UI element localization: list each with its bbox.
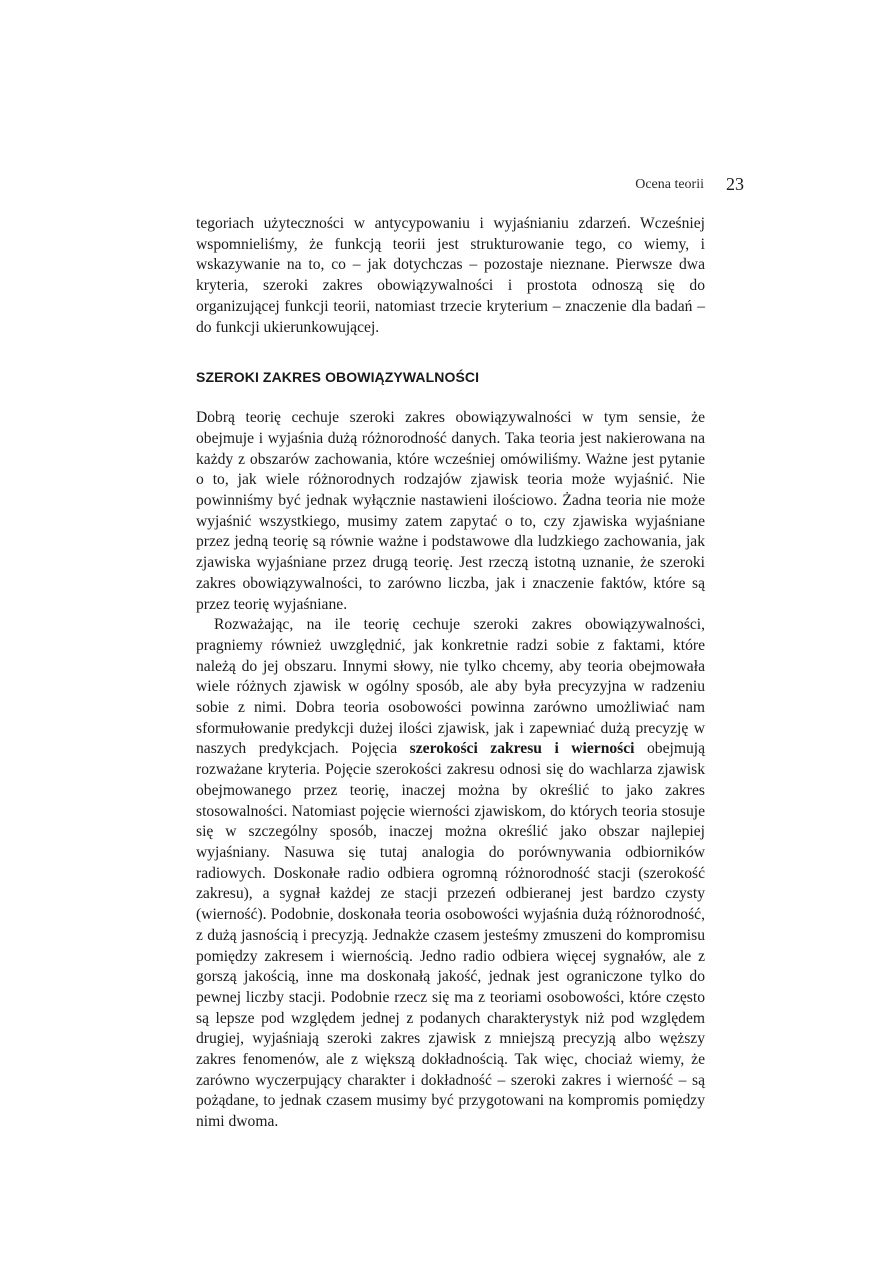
page-number: 23 xyxy=(726,174,744,194)
running-head xyxy=(196,175,744,197)
section-heading: SZEROKI ZAKRES OBOWIĄZYWALNOŚCI xyxy=(196,369,480,386)
section-paragraph-1: Dobrą teorię cechuje szeroki zakres obowiązywalności w tym sensie, że obejmuje i wyjaśnia dużą różnorodność danych. Taka teoria jest nakierowana na każdy z obszarów zachowania, które wcześniej omówiliśmy. Ważne jest pytanie o to, jak wiele różnorodnych rodzajów zjawisk teoria może wyjaśnić. Nie powinniśmy być jednak wyłącznie nastawieni ilościowo. Żadna teoria nie może wyjaśnić wszystkiego, musimy zatem zapytać o to, czy zjawiska wyjaśniane przez jedną teorię są równie ważne i podstawowe dla ludzkiego zachowania, jak zjawiska wyjaśniane przez drugą teorię. Jest rzeczą istotną uznanie, że szeroki zakres obowiązywalności, to zarówno liczba, jak i znaczenie faktów, które są przez teorię wyjaśniane. xyxy=(196,409,705,613)
paragraph-2-text-before: Rozważając, na ile teorię cechuje szeroki zakres obowiązywalności, pragniemy również uwzględnić, jak konkretnie radzi sobie z faktami, które należą do jej obszaru. Innymi słowy, nie tylko chcemy, aby teoria obejmowała wiele różnych zjawisk w ogólny sposób, ale aby była precyzyjna w radzeniu sobie z nimi. Dobra teoria osobowości powinna zarówno umożliwiać nam sformułowanie predykcji dużej ilości zjawisk, jak i zapewniać dużą precyzję w naszych predykcjach. Pojęcia xyxy=(196,616,705,758)
running-title: Ocena teorii xyxy=(635,177,704,192)
paragraph-2-text-after: obejmują rozważane kryteria. Pojęcie szerokości zakresu odnosi się do wachlarza zjawisk obejmowanego przez teorię, inaczej można by określić to jako zakres stosowalności. Natomiast pojęcie wierności zjawiskom, do których teoria stosuje się w szczególny sposób, inaczej można określić jako obszar najlepiej wyjaśniany. Nasuwa się tutaj analogia do porównywania odbiorników radiowych. Doskonałe radio odbiera ogromną różnorodność stacji (szerokość zakresu), a sygnał każdej ze stacji przezeń odbieranej jest bardzo czysty (wierność). Podobnie, doskonała teoria osobowości wyjaśnia dużą różnorodność, z dużą jasnością i precyzją. Jednakże czasem jesteśmy zmuszeni do kompromisu pomiędzy zakresem i wiernością. Jedno radio odbiera więcej sygnałów, ale z gorszą jakością, inne ma doskonałą jakość, jednak jest ograniczone tylko do pewnej liczby stacji. Podobnie rzecz się ma z teoriami osobowości, które często są lepsze pod względem jednej z podanych charakterystyk niż pod względem drugiej, wyjaśniają szeroki zakres zjawisk z mniejszą precyzją albo węższy zakres fenomenów, ale z większą dokładnością. Tak więc, chociaż wiemy, że zarówno wyczerpujący charakter i dokładność – szeroki zakres i wierność – są pożądane, to jednak czasem musimy być przygotowani na kompromis pomiędzy nimi dwoma. xyxy=(196,740,706,1131)
term-fidelity: wierności xyxy=(571,740,635,758)
intro-paragraph: tegoriach użyteczności w antycypowaniu i wyjaśnianiu zdarzeń. Wcześniej wspomnieliśmy, że funkcją teorii jest strukturowanie tego, co wiemy, i wskazywanie na to, co – jak dotychczas – pozostaje nieznane. Pierwsze dwa kryteria, szeroki zakres obowiązywalności i prostota odnoszą się do organizującej funkcji teorii, natomiast trzecie kryterium – znaczenie dla badań – do funkcji ukierunkowującej. xyxy=(196,215,705,336)
term-breadth: szerokości zakresu xyxy=(409,740,542,758)
term-connector: i xyxy=(554,740,559,758)
section-paragraph-2 xyxy=(196,615,705,1133)
body-text xyxy=(196,214,705,1133)
